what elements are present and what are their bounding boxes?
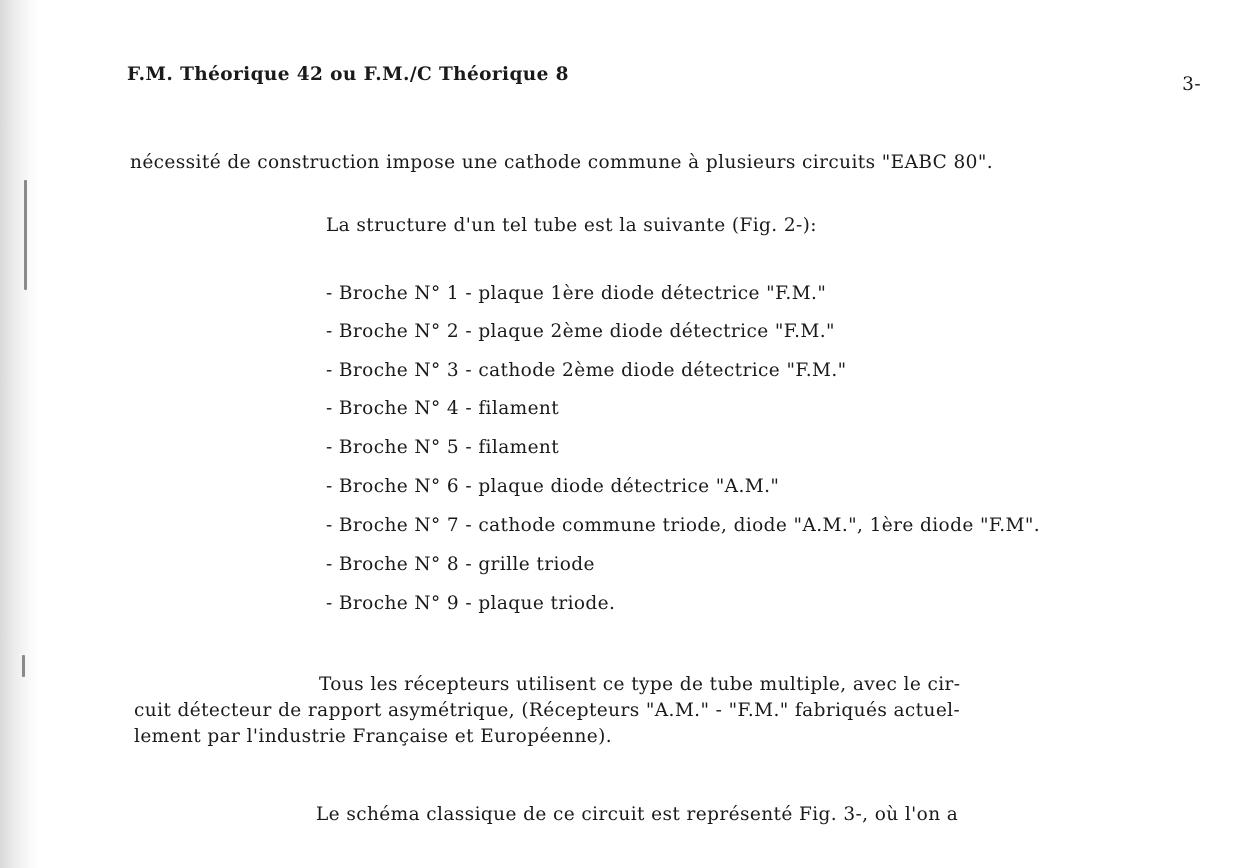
pin-list-item: - Broche N° 5 - filament xyxy=(326,437,560,458)
pin-list-item: - Broche N° 8 - grille triode xyxy=(326,554,595,575)
structure-intro: La structure d'un tel tube est la suivante (Fig. 2-): xyxy=(326,215,817,236)
pin-list-item: - Broche N° 2 - plaque 2ème diode détectrice "F.M." xyxy=(326,321,835,342)
paragraph-line: lement par l'industrie Française et Européenne). xyxy=(134,726,613,747)
running-header: F.M. Théorique 42 ou F.M./C Théorique 8 xyxy=(127,64,569,85)
pin-list-item: - Broche N° 4 - filament xyxy=(326,398,560,419)
binding-mark xyxy=(22,655,25,677)
binding-mark xyxy=(24,180,27,290)
pin-list-item: - Broche N° 3 - cathode 2ème diode détectrice "F.M." xyxy=(326,360,847,381)
pin-list-item: - Broche N° 6 - plaque diode détectrice "A.M." xyxy=(326,476,780,497)
pin-list-item: - Broche N° 7 - cathode commune triode, diode "A.M.", 1ère diode "F.M". xyxy=(326,515,1041,536)
continuation-line: nécessité de construction impose une cathode commune à plusieurs circuits "EABC 80". xyxy=(130,152,994,173)
paragraph-line: Tous les récepteurs utilisent ce type de tube multiple, avec le cir- xyxy=(319,674,961,695)
paragraph-line: Le schéma classique de ce circuit est représenté Fig. 3-, où l'on a xyxy=(316,804,959,825)
pin-list-item: - Broche N° 1 - plaque 1ère diode détectrice "F.M." xyxy=(326,283,827,304)
paragraph-line: cuit détecteur de rapport asymétrique, (Récepteurs "A.M." - "F.M." fabriqués actuel- xyxy=(134,700,961,721)
pin-list-item: - Broche N° 9 - plaque triode. xyxy=(326,593,616,614)
page-number: 3- xyxy=(1182,74,1201,95)
scan-shadow-edge xyxy=(0,0,40,868)
